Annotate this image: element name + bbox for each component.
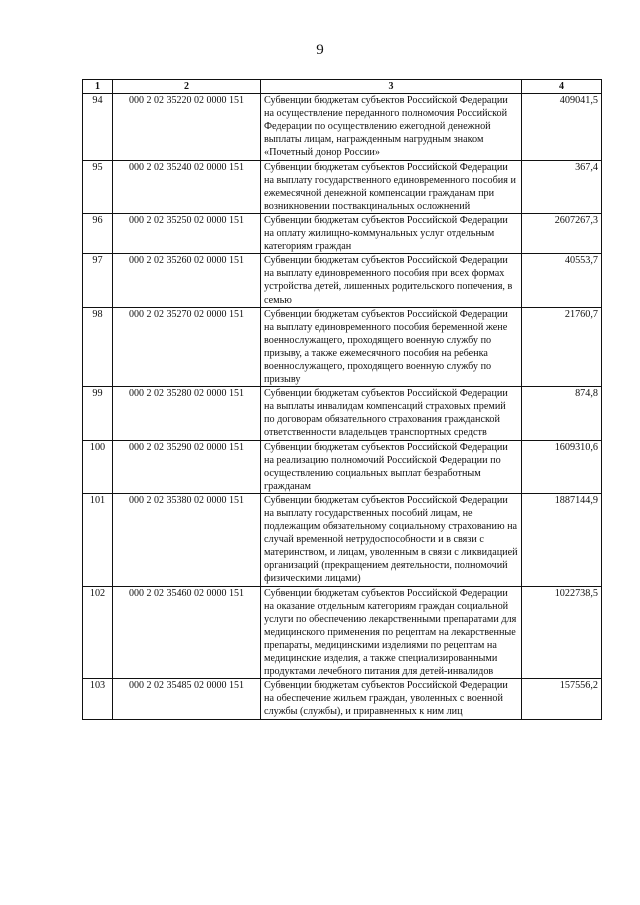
row-name: Субвенции бюджетам субъектов Российской Федерации на выплаты инвалидам компенсаций страховых премий по договорам обязательного страхования гражданской ответственности владельцев транспортных средств <box>261 387 522 440</box>
row-code: 000 2 02 35485 02 0000 151 <box>113 679 261 719</box>
row-number: 96 <box>83 213 113 253</box>
row-code: 000 2 02 35250 02 0000 151 <box>113 213 261 253</box>
table-row <box>83 440 602 493</box>
row-amount: 409041,5 <box>522 94 602 160</box>
row-amount: 157556,2 <box>522 679 602 719</box>
table-row <box>83 387 602 440</box>
header-col-code: 2 <box>113 80 261 94</box>
row-amount: 40553,7 <box>522 254 602 307</box>
row-code: 000 2 02 35460 02 0000 151 <box>113 586 261 679</box>
table-row <box>83 94 602 160</box>
header-col-name: 3 <box>261 80 522 94</box>
row-amount: 874,8 <box>522 387 602 440</box>
table-row <box>83 679 602 719</box>
row-amount: 1887144,9 <box>522 493 602 586</box>
row-number: 102 <box>83 586 113 679</box>
row-name: Субвенции бюджетам субъектов Российской Федерации на выплату единовременного пособия беременной жене военнослужащего, проходящего военную службу по призыву, а также ежемесячного пособия на ребенка военнослужащего, проходящего военную службу по призыву <box>261 307 522 387</box>
row-code: 000 2 02 35280 02 0000 151 <box>113 387 261 440</box>
row-name: Субвенции бюджетам субъектов Российской Федерации на реализацию полномочий Российской Федерации по осуществлению социальных выплат безработным гражданам <box>261 440 522 493</box>
row-code: 000 2 02 35270 02 0000 151 <box>113 307 261 387</box>
budget-table <box>82 79 602 720</box>
row-number: 94 <box>83 94 113 160</box>
row-number: 100 <box>83 440 113 493</box>
row-name: Субвенции бюджетам субъектов Российской Федерации на обеспечение жильем граждан, уволенных с военной службы (службы), и приравненных к ним лиц <box>261 679 522 719</box>
row-name: Субвенции бюджетам субъектов Российской Федерации на оказание отдельным категориям граждан социальной услуги по обеспечению лекарственными препаратами для медицинского применения по рецептам на лекарственные препараты, медицинскими изделиями по рецептам на медицинские изделия, а также специализированными продуктами лечебного питания для детей-инвалидов <box>261 586 522 679</box>
row-amount: 21760,7 <box>522 307 602 387</box>
row-amount: 2607267,3 <box>522 213 602 253</box>
row-code: 000 2 02 35290 02 0000 151 <box>113 440 261 493</box>
row-code: 000 2 02 35380 02 0000 151 <box>113 493 261 586</box>
header-col-amount: 4 <box>522 80 602 94</box>
row-number: 97 <box>83 254 113 307</box>
row-name: Субвенции бюджетам субъектов Российской Федерации на выплату государственных пособий лицам, не подлежащим обязательному социальному страхованию на случай временной нетрудоспособности и в связи с материнством, и лицам, уволенным в связи с ликвидацией организаций (прекращением деятельности, полномочий физическими лицами) <box>261 493 522 586</box>
page-number: 9 <box>316 42 324 58</box>
row-name: Субвенции бюджетам субъектов Российской Федерации на выплату государственного единовременного пособия и ежемесячной денежной компенсации гражданам при возникновении поствакцинальных осложнений <box>261 160 522 213</box>
table-header-row <box>83 80 602 94</box>
row-name: Субвенции бюджетам субъектов Российской Федерации на осуществление переданного полномочия Российской Федерации по осуществлению ежегодной денежной выплаты лицам, награжденным нагрудным знаком «Почетный донор России» <box>261 94 522 160</box>
row-number: 95 <box>83 160 113 213</box>
row-amount: 1022738,5 <box>522 586 602 679</box>
table-row <box>83 493 602 586</box>
row-amount: 367,4 <box>522 160 602 213</box>
table-row <box>83 160 602 213</box>
row-code: 000 2 02 35220 02 0000 151 <box>113 94 261 160</box>
row-name: Субвенции бюджетам субъектов Российской Федерации на выплату единовременного пособия при всех формах устройства детей, лишенных родительского попечения, в семью <box>261 254 522 307</box>
row-number: 98 <box>83 307 113 387</box>
header-col-number: 1 <box>83 80 113 94</box>
row-number: 103 <box>83 679 113 719</box>
table-row <box>83 586 602 679</box>
row-amount: 1609310,6 <box>522 440 602 493</box>
row-number: 99 <box>83 387 113 440</box>
table-row <box>83 213 602 253</box>
row-number: 101 <box>83 493 113 586</box>
row-code: 000 2 02 35260 02 0000 151 <box>113 254 261 307</box>
table-row <box>83 254 602 307</box>
row-name: Субвенции бюджетам субъектов Российской Федерации на оплату жилищно-коммунальных услуг отдельным категориям граждан <box>261 213 522 253</box>
table-row <box>83 307 602 387</box>
row-code: 000 2 02 35240 02 0000 151 <box>113 160 261 213</box>
